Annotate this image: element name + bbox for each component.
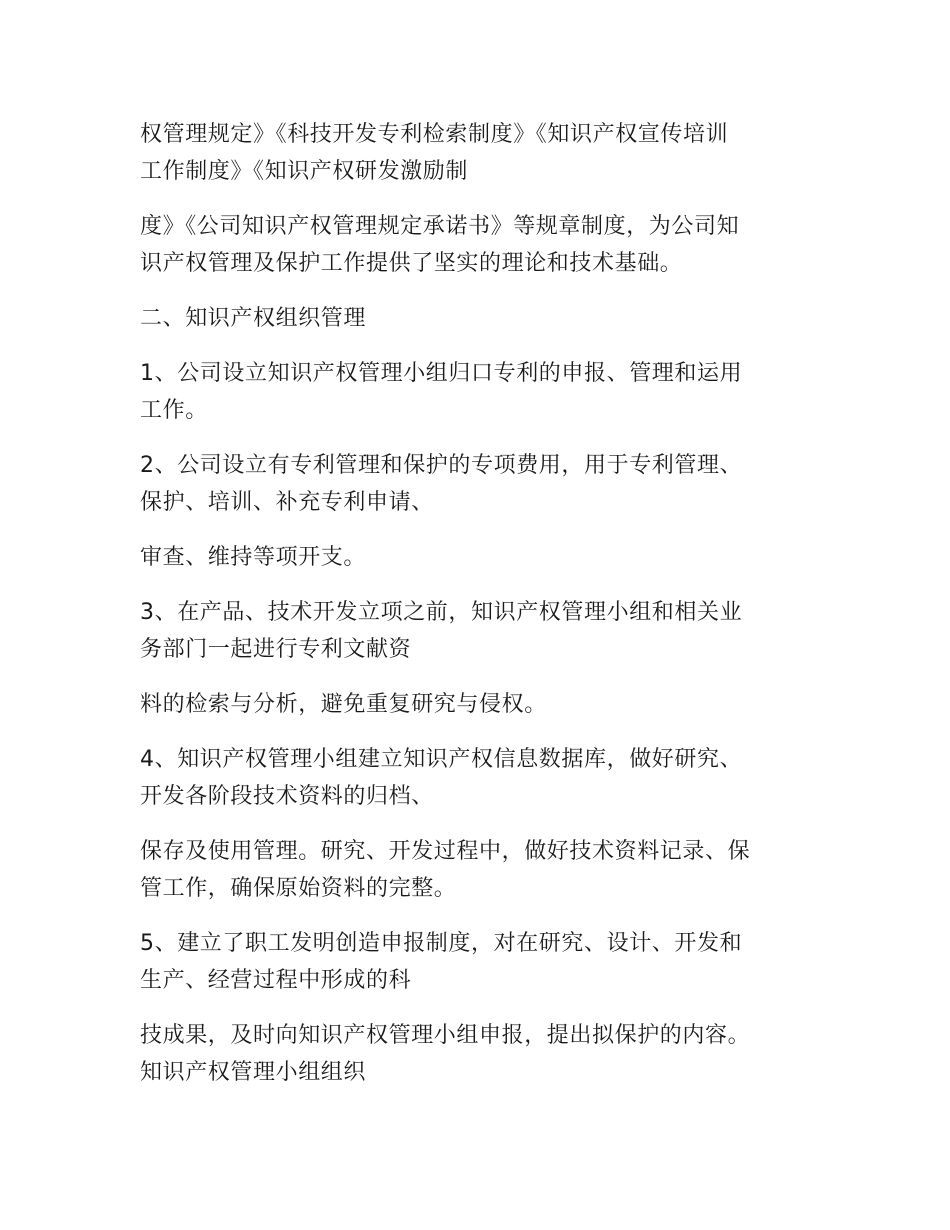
list-item-2-continued — [140, 539, 810, 576]
text-line: 保存及使用管理。研究、开发过程中，做好技术资料记录、保 — [140, 839, 751, 864]
text-line: 开发各阶段技术资料的归档、 — [140, 784, 434, 809]
text-line: 1、公司设立知识产权管理小组归口专利的申报、管理和运用 — [140, 361, 743, 386]
text-line: 审查、维持等项开支。 — [140, 545, 367, 570]
list-item-4 — [140, 741, 810, 815]
text-line: 2、公司设立有专利管理和保护的专项费用，用于专利管理、 — [140, 453, 743, 478]
text-line: 技成果，及时向知识产权管理小组申报，提出拟保护的内容。 — [140, 1023, 751, 1048]
text-line: 生产、经营过程中形成的科 — [140, 968, 412, 993]
list-item-1 — [140, 355, 810, 429]
list-item-3 — [140, 594, 810, 668]
text-line: 料的检索与分析，避免重复研究与侵权。 — [140, 692, 547, 717]
paragraph-1 — [140, 116, 810, 190]
text-line: 管工作，确保原始资料的完整。 — [140, 876, 457, 901]
list-item-2 — [140, 447, 810, 521]
document-body — [140, 116, 810, 1109]
text-line: 识产权管理及保护工作提供了坚实的理论和技术基础。 — [140, 251, 683, 276]
list-item-5 — [140, 925, 810, 999]
text-line: 工作制度》《知识产权研发激励制 — [140, 159, 469, 184]
list-item-3-continued — [140, 686, 810, 723]
list-item-4-continued — [140, 833, 810, 907]
text-line: 3、在产品、技术开发立项之前，知识产权管理小组和相关业 — [140, 600, 743, 625]
text-line: 4、知识产权管理小组建立知识产权信息数据库，做好研究、 — [140, 747, 743, 772]
text-line: 工作。 — [140, 398, 208, 423]
text-line: 度》《公司知识产权管理规定承诺书》等规章制度，为公司知 — [140, 214, 740, 239]
text-line: 二、知识产权组织管理 — [140, 306, 367, 331]
text-line: 务部门一起进行专利文献资 — [140, 637, 412, 662]
text-line: 保护、培训、补充专利申请、 — [140, 490, 434, 515]
text-line: 5、建立了职工发明创造申报制度，对在研究、设计、开发和 — [140, 931, 743, 956]
section-heading — [140, 300, 810, 337]
text-line: 权管理规定》《科技开发专利检索制度》《知识产权宣传培训 — [140, 122, 729, 147]
paragraph-2 — [140, 208, 810, 282]
text-line: 知识产权管理小组组织 — [140, 1060, 367, 1085]
list-item-5-continued — [140, 1017, 810, 1091]
